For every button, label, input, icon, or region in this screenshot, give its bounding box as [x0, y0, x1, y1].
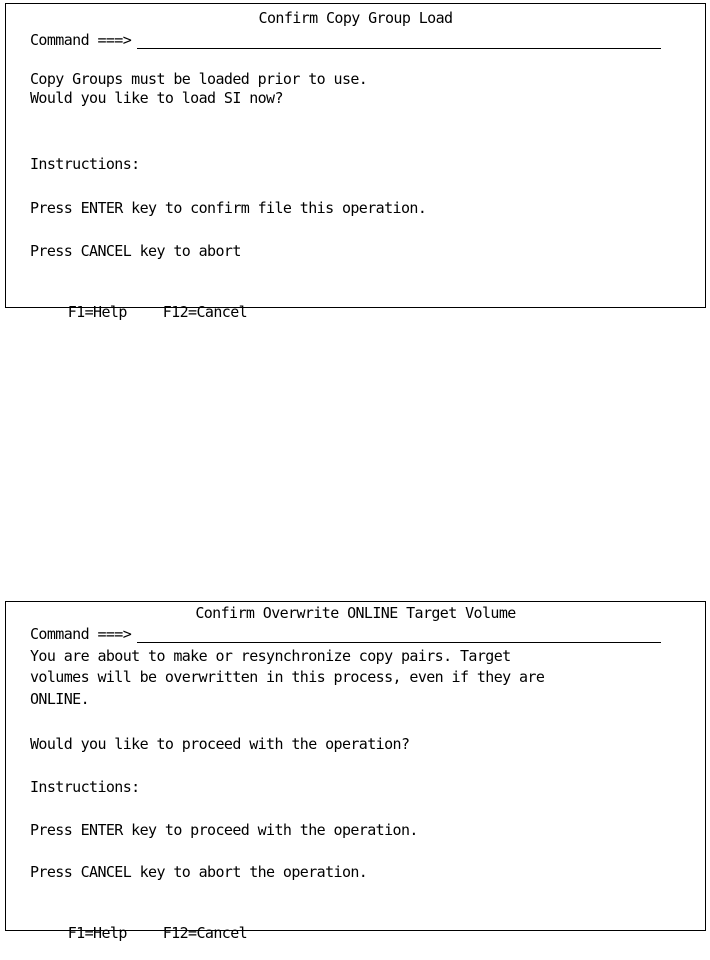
- function-key-bar: [34, 906, 247, 960]
- confirm-overwrite-online-target-volume-panel: [5, 601, 706, 942]
- confirm-copy-group-load-panel: [5, 3, 706, 321]
- question-text: Would you like to proceed with the operation?: [30, 735, 410, 753]
- command-line: [30, 31, 661, 49]
- command-line: [30, 625, 661, 643]
- f1-help-key[interactable]: F1=Help: [67, 924, 127, 942]
- cancel-instruction: Press CANCEL key to abort: [30, 242, 241, 260]
- panel-title: Confirm Overwrite ONLINE Target Volume: [195, 604, 516, 622]
- f12-cancel-key[interactable]: F12=Cancel: [162, 924, 248, 942]
- message-line: Would you like to load SI now?: [30, 89, 283, 107]
- command-input[interactable]: [137, 626, 661, 643]
- f12-cancel-key[interactable]: F12=Cancel: [162, 303, 248, 321]
- cancel-instruction: Press CANCEL key to abort the operation.: [30, 863, 368, 881]
- message-line: volumes will be overwritten in this process, even if they are: [30, 668, 545, 686]
- command-input[interactable]: [137, 32, 661, 49]
- f1-help-key[interactable]: F1=Help: [67, 303, 127, 321]
- function-key-bar: [34, 285, 247, 339]
- message-line: Copy Groups must be loaded prior to use.: [30, 70, 368, 88]
- enter-instruction: Press ENTER key to confirm file this operation.: [30, 199, 427, 217]
- message-line: ONLINE.: [30, 690, 90, 708]
- panel-title: Confirm Copy Group Load: [258, 9, 453, 27]
- command-label: Command ===>: [30, 625, 132, 643]
- enter-instruction: Press ENTER key to proceed with the operation.: [30, 821, 418, 839]
- message-line: You are about to make or resynchronize copy pairs. Target: [30, 647, 511, 665]
- instructions-label: Instructions:: [30, 155, 140, 173]
- command-label: Command ===>: [30, 31, 132, 49]
- instructions-label: Instructions:: [30, 778, 140, 796]
